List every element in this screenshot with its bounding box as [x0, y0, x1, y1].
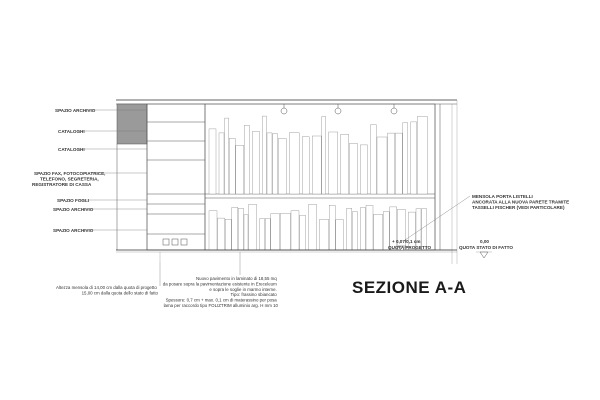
spotlight-icon — [281, 104, 287, 114]
book-outline — [244, 125, 249, 194]
svg-text:Nuovo pavimento in laminato di: Nuovo pavimento in laminato di 18,55 mq da posare sopra la pavimentazione esistente in Ereceleum e sopra le soglie in marmo interne. Tipo: frassino sbiancato Spessore: 0,7 cm + max. 0,1 cm di materassino per posa lama per raccordo tipo FOLIZTRIM alluminio arg. H mm 10 — [162, 276, 278, 308]
book-outline — [329, 205, 335, 250]
book-outline — [271, 214, 280, 250]
socket-box — [163, 239, 169, 245]
spotlight-icon — [335, 104, 341, 114]
book-outline — [265, 219, 270, 250]
book-outline — [218, 218, 225, 250]
book-outline — [341, 134, 349, 194]
section-title: SEZIONE A-A — [352, 278, 467, 297]
book-outline — [252, 131, 259, 194]
book-outline — [209, 211, 217, 250]
label-spazio-archivio-top: SPAZIO ARCHIVIO — [55, 108, 96, 113]
label-spazio-fogli: SPAZIO FOGLI — [57, 198, 90, 203]
label-spazio-archivio-mid: SPAZIO ARCHIVIO — [53, 207, 94, 212]
book-outline — [403, 123, 408, 194]
book-outline — [267, 133, 272, 194]
book-outline — [360, 145, 367, 194]
book-outline — [366, 205, 373, 250]
note-pavimento — [163, 252, 279, 308]
book-outline — [422, 209, 427, 250]
book-outline — [278, 139, 286, 195]
book-outline — [302, 137, 309, 194]
quota-fatto-value: 0,00 — [480, 239, 489, 244]
wall-section — [117, 104, 147, 250]
book-outline — [238, 208, 243, 250]
label-spazio-fax — [32, 171, 107, 187]
label-spazio-archivio-low: SPAZIO ARCHIVIO — [53, 228, 94, 233]
book-outline — [395, 133, 402, 194]
book-outline — [309, 204, 317, 250]
book-outline — [249, 204, 257, 250]
books-upper-shelf — [209, 116, 427, 194]
label-spazio-fax-line1: SPAZIO FAX, FOTOCOPIATRICE, — [34, 171, 106, 176]
book-outline — [374, 214, 383, 250]
spotlight-icon — [391, 104, 397, 114]
socket-box — [172, 239, 178, 245]
book-outline — [244, 215, 248, 250]
quota-progetto-label: QUOTA PROGETTO — [388, 245, 432, 250]
floor-line — [116, 250, 457, 262]
book-outline — [411, 122, 417, 194]
book-outline — [232, 207, 238, 250]
label-spazio-fax-line2: TELEFONO, SEGRETERIA, — [40, 176, 99, 182]
note-mensola-porta-listelli: MENSOLA PORTA LISTELLI ANCORATA ALLA NUOVA PARETE TRAMITE TASSELLI FISCHER (VEDI PARTICOLARE) — [472, 194, 570, 210]
book-outline — [322, 117, 326, 195]
left-shelving-unit — [147, 104, 205, 250]
book-outline — [320, 219, 329, 250]
socket-box — [181, 239, 187, 245]
book-outline — [260, 219, 265, 250]
label-spazio-fax-line3: REGISTRATORE DI CASSA — [32, 182, 92, 188]
book-outline — [236, 145, 244, 194]
quota-fatto-label: QUOTA STATO DI FATTO — [459, 245, 513, 250]
book-outline — [377, 137, 387, 194]
book-outline — [209, 129, 216, 194]
book-outline — [289, 133, 299, 194]
book-outline — [417, 117, 427, 195]
book-outline — [312, 136, 321, 194]
book-outline — [229, 138, 235, 194]
book-outline — [273, 134, 278, 194]
ceiling-spotlights — [281, 104, 397, 114]
quota-progetto-value: + 0,07/0,1 cm — [392, 239, 421, 244]
book-outline — [370, 125, 376, 194]
book-outline — [349, 143, 357, 194]
label-cataloghi-1: CATALOGHI — [58, 129, 85, 134]
label-cataloghi-2: CATALOGHI — [58, 147, 85, 152]
book-outline — [300, 215, 306, 250]
book-outline — [329, 132, 338, 194]
book-outline — [347, 208, 352, 250]
book-outline — [360, 208, 365, 250]
book-outline — [262, 116, 266, 194]
right-note — [405, 194, 571, 240]
book-outline — [225, 118, 229, 194]
book-outline — [280, 213, 290, 250]
level-marker-fatto — [459, 239, 513, 258]
book-outline — [219, 133, 224, 194]
book-outline — [352, 212, 357, 250]
note-mensola-height — [56, 262, 160, 295]
book-outline — [225, 219, 231, 250]
book-outline — [388, 133, 395, 194]
book-outline — [336, 220, 344, 250]
svg-text:Altezza mensola di 14,00 cm da: Altezza mensola di 14,00 cm dalla quota di progetto 15,00 cm dalla quota dello stato di fatto — [55, 285, 158, 296]
book-outline — [291, 211, 299, 250]
